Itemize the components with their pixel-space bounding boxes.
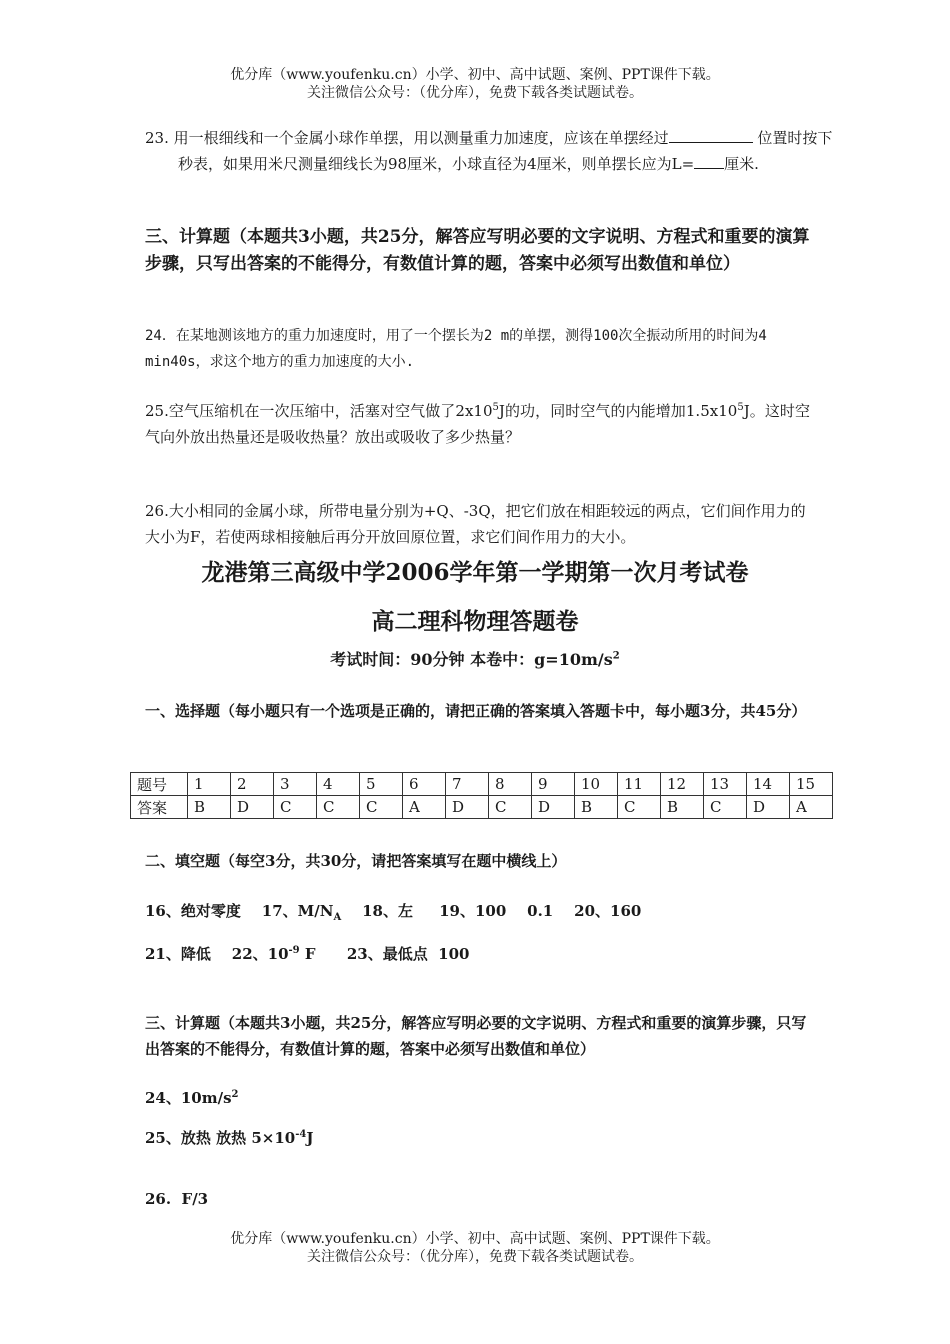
answer-26: 26. F/3 [145, 1190, 209, 1208]
answer-table [130, 772, 833, 819]
footer-line-2: 关注微信公众号：（优分库），免费下载各类试题试卷。 [307, 1249, 643, 1265]
exam-info [0, 648, 950, 672]
table-cell-number: 11 [618, 773, 661, 796]
table-cell-number: 13 [704, 773, 747, 796]
answer-section-3-heading: 三、计算题（本题共3小题，共25分，解答应写明必要的文字说明、方程式和重要的演算步骤，只写出答案的不能得分，有数值计算的题，答案中必须写出数值和单位） [145, 1014, 807, 1058]
page-header [0, 66, 950, 102]
q23-blank-1 [669, 125, 753, 143]
q25-text-c: J的功，同时空气的内能增加1.5 [498, 402, 710, 420]
table-cell-answer: D [532, 796, 575, 819]
q23-text-3: 厘米. [724, 155, 759, 173]
table-cell-answer: B [661, 796, 704, 819]
answer-25 [145, 1125, 810, 1151]
a24-text: 24、10m/s [145, 1089, 232, 1107]
q25-exp-1: 5 [492, 402, 499, 413]
fill2-exp: -9 [288, 945, 300, 956]
table-cell-answer: B [575, 796, 618, 819]
page-footer [0, 1230, 950, 1266]
a24-exp: 2 [231, 1089, 239, 1100]
table-cell-number: 7 [446, 773, 489, 796]
fill1-b: 18、左 19、100 0.1 20、160 [341, 902, 642, 920]
q23-text-2: 位置时按下秒表，如果用米尺测量细线长为98厘米，小球直径为4厘米，则单摆长应为L= [178, 129, 833, 173]
table-cell-number: 8 [489, 773, 532, 796]
q23-text-1: 23. 用一根细线和一个金属小球作单摆，用以测量重力加速度，应该在单摆经过 [145, 129, 669, 147]
table-cell-answer: D [446, 796, 489, 819]
q25-text-a: 25.空气压缩机在一次压缩中，活塞对空气做了2 [145, 402, 465, 420]
table-cell-number: 1 [188, 773, 231, 796]
answer-section-2-heading: 二、填空题（每空3分，共30分，请把答案填写在题中横线上） [145, 852, 567, 870]
fill1-a: 16、绝对零度 17、M/N [145, 902, 334, 920]
table-cell-answer: C [618, 796, 661, 819]
a25-unit: J [306, 1129, 314, 1147]
header-line-1: 优分库（www.youfenku.cn）小学、初中、高中试题、案例、PPT课件下载。 [230, 67, 720, 83]
a25-text: 25、放热 放热 5×10 [145, 1129, 296, 1147]
table-cell-answer: C [489, 796, 532, 819]
table-cell-answer: D [231, 796, 274, 819]
table-cell-answer: C [704, 796, 747, 819]
table-cell-number: 15 [790, 773, 833, 796]
table-cell-number: 14 [747, 773, 790, 796]
fill1-sub: A [333, 912, 342, 923]
table-cell-number: 6 [403, 773, 446, 796]
table-cell-answer: A [403, 796, 446, 819]
exam-section-3-heading: 三、计算题（本题共3小题，共25分，解答应写明必要的文字说明、方程式和重要的演算步骤，只写出答案的不能得分，有数值计算的题，答案中必须写出数值和单位） [145, 227, 810, 274]
exam-info-text: 考试时间：90分钟 本卷中：g=10m/s [330, 650, 613, 669]
q25-base-2: 10 [718, 402, 738, 420]
question-24: 24．在某地测该地方的重力加速度时，用了一个摆长为2 m的单摆，测得100次全振动所用的时间为4 min40s，求这个地方的重力加速度的大小. [145, 328, 767, 370]
fill2-b: F 23、最低点 100 [299, 945, 470, 963]
table-cell-answer: C [274, 796, 317, 819]
table-cell-answer: A [790, 796, 833, 819]
table-cell-answer: C [360, 796, 403, 819]
table-row-numbers [131, 773, 833, 796]
table-cell-number: 3 [274, 773, 317, 796]
a25-exp: -4 [295, 1129, 307, 1140]
table-cell-answer: D [747, 796, 790, 819]
table-label-answer: 答案 [131, 796, 188, 819]
table-cell-number: 10 [575, 773, 618, 796]
question-25 [145, 398, 810, 450]
q23-blank-2 [694, 151, 724, 169]
table-cell-answer: C [317, 796, 360, 819]
table-cell-answer: B [188, 796, 231, 819]
exam-info-exp: 2 [612, 650, 620, 662]
table-cell-number: 2 [231, 773, 274, 796]
table-row-answers [131, 796, 833, 819]
school-title: 龙港第三高级中学2006学年第一学期第一次月考试卷 [201, 559, 749, 586]
answer-24 [145, 1085, 810, 1111]
q25-times-2: x [709, 402, 719, 420]
question-23 [145, 125, 843, 177]
fill-answers-line-1 [145, 898, 810, 924]
table-cell-number: 9 [532, 773, 575, 796]
fill-answers-line-2 [145, 941, 810, 967]
answer-sheet-title: 高二理科物理答题卷 [371, 608, 579, 635]
q25-base-1: 10 [473, 402, 493, 420]
q25-times-1: x [464, 402, 474, 420]
answer-section-1-heading: 一、选择题（每小题只有一个选项是正确的，请把正确的答案填入答题卡中，每小题3分，共45分） [145, 702, 807, 720]
header-line-2: 关注微信公众号：（优分库），免费下载各类试题试卷。 [307, 85, 643, 101]
q25-text-e: J。这时空气向外放出热量还是吸收热量？放出或吸收了多少热量？ [145, 402, 811, 446]
table-cell-number: 12 [661, 773, 704, 796]
table-cell-number: 5 [360, 773, 403, 796]
table-cell-number: 4 [317, 773, 360, 796]
table-label-number: 题号 [131, 773, 188, 796]
q25-exp-2: 5 [737, 402, 744, 413]
fill2-a: 21、降低 22、10 [145, 945, 289, 963]
footer-line-1: 优分库（www.youfenku.cn）小学、初中、高中试题、案例、PPT课件下载。 [230, 1231, 720, 1247]
question-26: 26.大小相同的金属小球，所带电量分别为+Q、-3Q，把它们放在相距较远的两点，它们间作用力的大小为F，若使两球相接触后再分开放回原位置，求它们间作用力的大小。 [145, 502, 806, 546]
